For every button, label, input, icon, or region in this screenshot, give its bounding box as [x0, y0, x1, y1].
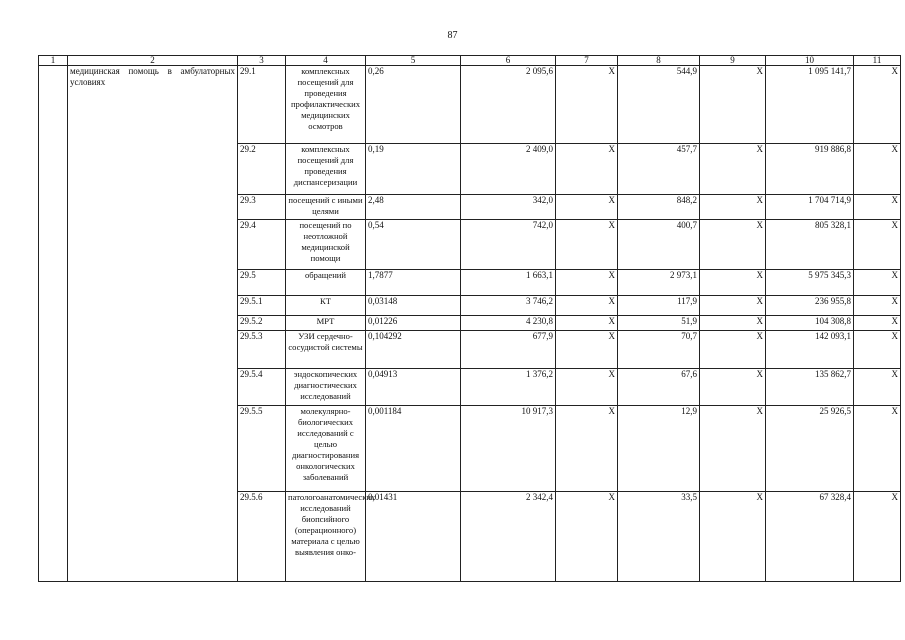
row-col10: 67 328,4: [766, 492, 854, 582]
row-unit: патологоанатомических исследований биопсийного (операционного) материала с целью выявления онко-: [286, 492, 366, 582]
row-col10: 5 975 345,3: [766, 270, 854, 296]
row-col9: X: [700, 270, 766, 296]
row-col10: 25 926,5: [766, 406, 854, 492]
row-code: 29.5.4: [238, 369, 286, 406]
row-unit: обращений: [286, 270, 366, 296]
row-col8: 117,9: [618, 296, 700, 316]
row-col9: X: [700, 406, 766, 492]
row-unit: эндоскопических диагностических исследований: [286, 369, 366, 406]
row-cost: 1 663,1: [461, 270, 556, 296]
row-cost: 10 917,3: [461, 406, 556, 492]
row-cost: 742,0: [461, 220, 556, 270]
row-col7: X: [556, 66, 618, 144]
row-norm: 2,48: [366, 195, 461, 220]
row-col11: X: [854, 195, 901, 220]
row-code: 29.1: [238, 66, 286, 144]
row-col9: X: [700, 144, 766, 195]
row-col7: X: [556, 406, 618, 492]
row-index-cell: [39, 66, 68, 582]
row-col9: X: [700, 296, 766, 316]
row-col11: X: [854, 406, 901, 492]
row-col10: 1 704 714,9: [766, 195, 854, 220]
row-norm: 0,01431: [366, 492, 461, 582]
row-code: 29.3: [238, 195, 286, 220]
row-norm: 0,104292: [366, 331, 461, 369]
row-col11: X: [854, 296, 901, 316]
row-col11: X: [854, 270, 901, 296]
row-col8: 70,7: [618, 331, 700, 369]
row-col9: X: [700, 66, 766, 144]
row-col10: 104 308,8: [766, 316, 854, 331]
row-norm: 0,04913: [366, 369, 461, 406]
row-code: 29.5: [238, 270, 286, 296]
row-unit: комплексных посещений для проведения профилактических медицинских осмотров: [286, 66, 366, 144]
row-col8: 400,7: [618, 220, 700, 270]
row-cost: 2 409,0: [461, 144, 556, 195]
row-code: 29.2: [238, 144, 286, 195]
row-col7: X: [556, 331, 618, 369]
row-cost: 2 342,4: [461, 492, 556, 582]
row-cost: 1 376,2: [461, 369, 556, 406]
column-number: 7: [556, 56, 618, 66]
column-number: 3: [238, 56, 286, 66]
row-col11: X: [854, 66, 901, 144]
row-code: 29.5.6: [238, 492, 286, 582]
row-col7: X: [556, 316, 618, 331]
row-norm: 0,54: [366, 220, 461, 270]
column-number: 2: [68, 56, 238, 66]
row-unit: посещений по неотложной медицинской помощи: [286, 220, 366, 270]
column-number: 5: [366, 56, 461, 66]
table-row: [39, 66, 901, 144]
row-unit: КТ: [286, 296, 366, 316]
row-col11: X: [854, 220, 901, 270]
row-unit: комплексных посещений для проведения диспансеризации: [286, 144, 366, 195]
row-norm: 1,7877: [366, 270, 461, 296]
row-col8: 2 973,1: [618, 270, 700, 296]
row-norm: 0,001184: [366, 406, 461, 492]
row-col7: X: [556, 144, 618, 195]
row-code: 29.5.1: [238, 296, 286, 316]
row-col11: X: [854, 144, 901, 195]
column-number: 1: [39, 56, 68, 66]
row-norm: 0,19: [366, 144, 461, 195]
row-cost: 677,9: [461, 331, 556, 369]
row-cost: 3 746,2: [461, 296, 556, 316]
row-col7: X: [556, 195, 618, 220]
row-col10: 236 955,8: [766, 296, 854, 316]
row-unit: УЗИ сердечно-сосудистой системы: [286, 331, 366, 369]
row-col11: X: [854, 492, 901, 582]
data-table: [38, 55, 901, 582]
row-norm: 0,26: [366, 66, 461, 144]
column-number: 8: [618, 56, 700, 66]
row-col7: X: [556, 220, 618, 270]
row-norm: 0,03148: [366, 296, 461, 316]
row-code: 29.5.5: [238, 406, 286, 492]
row-unit: посещений с иными целями: [286, 195, 366, 220]
row-col8: 848,2: [618, 195, 700, 220]
row-col7: X: [556, 296, 618, 316]
column-number: 9: [700, 56, 766, 66]
row-col8: 457,7: [618, 144, 700, 195]
row-code: 29.4: [238, 220, 286, 270]
row-col9: X: [700, 316, 766, 331]
row-col10: 142 093,1: [766, 331, 854, 369]
row-col7: X: [556, 369, 618, 406]
row-col11: X: [854, 369, 901, 406]
row-code: 29.5.3: [238, 331, 286, 369]
row-col7: X: [556, 270, 618, 296]
section-label: медицинская помощь в амбулаторных условиях: [68, 66, 238, 582]
row-col8: 67,6: [618, 369, 700, 406]
row-col9: X: [700, 195, 766, 220]
row-unit: молекулярно-биологических исследований с целью диагностирования онкологических заболеваний: [286, 406, 366, 492]
row-col7: X: [556, 492, 618, 582]
row-col9: X: [700, 492, 766, 582]
column-number: 4: [286, 56, 366, 66]
row-col8: 33,5: [618, 492, 700, 582]
row-col8: 51,9: [618, 316, 700, 331]
column-number-row: [39, 56, 901, 66]
row-col9: X: [700, 369, 766, 406]
row-col9: X: [700, 220, 766, 270]
page-number: 87: [447, 30, 458, 41]
row-col11: X: [854, 331, 901, 369]
column-number: 10: [766, 56, 854, 66]
row-col9: X: [700, 331, 766, 369]
row-col11: X: [854, 316, 901, 331]
row-unit: МРТ: [286, 316, 366, 331]
row-col10: 1 095 141,7: [766, 66, 854, 144]
row-cost: 2 095,6: [461, 66, 556, 144]
row-cost: 342,0: [461, 195, 556, 220]
column-number: 6: [461, 56, 556, 66]
row-cost: 4 230,8: [461, 316, 556, 331]
row-col8: 12,9: [618, 406, 700, 492]
row-norm: 0,01226: [366, 316, 461, 331]
column-number: 11: [854, 56, 901, 66]
row-col10: 919 886,8: [766, 144, 854, 195]
row-col10: 135 862,7: [766, 369, 854, 406]
row-col10: 805 328,1: [766, 220, 854, 270]
row-code: 29.5.2: [238, 316, 286, 331]
row-col8: 544,9: [618, 66, 700, 144]
